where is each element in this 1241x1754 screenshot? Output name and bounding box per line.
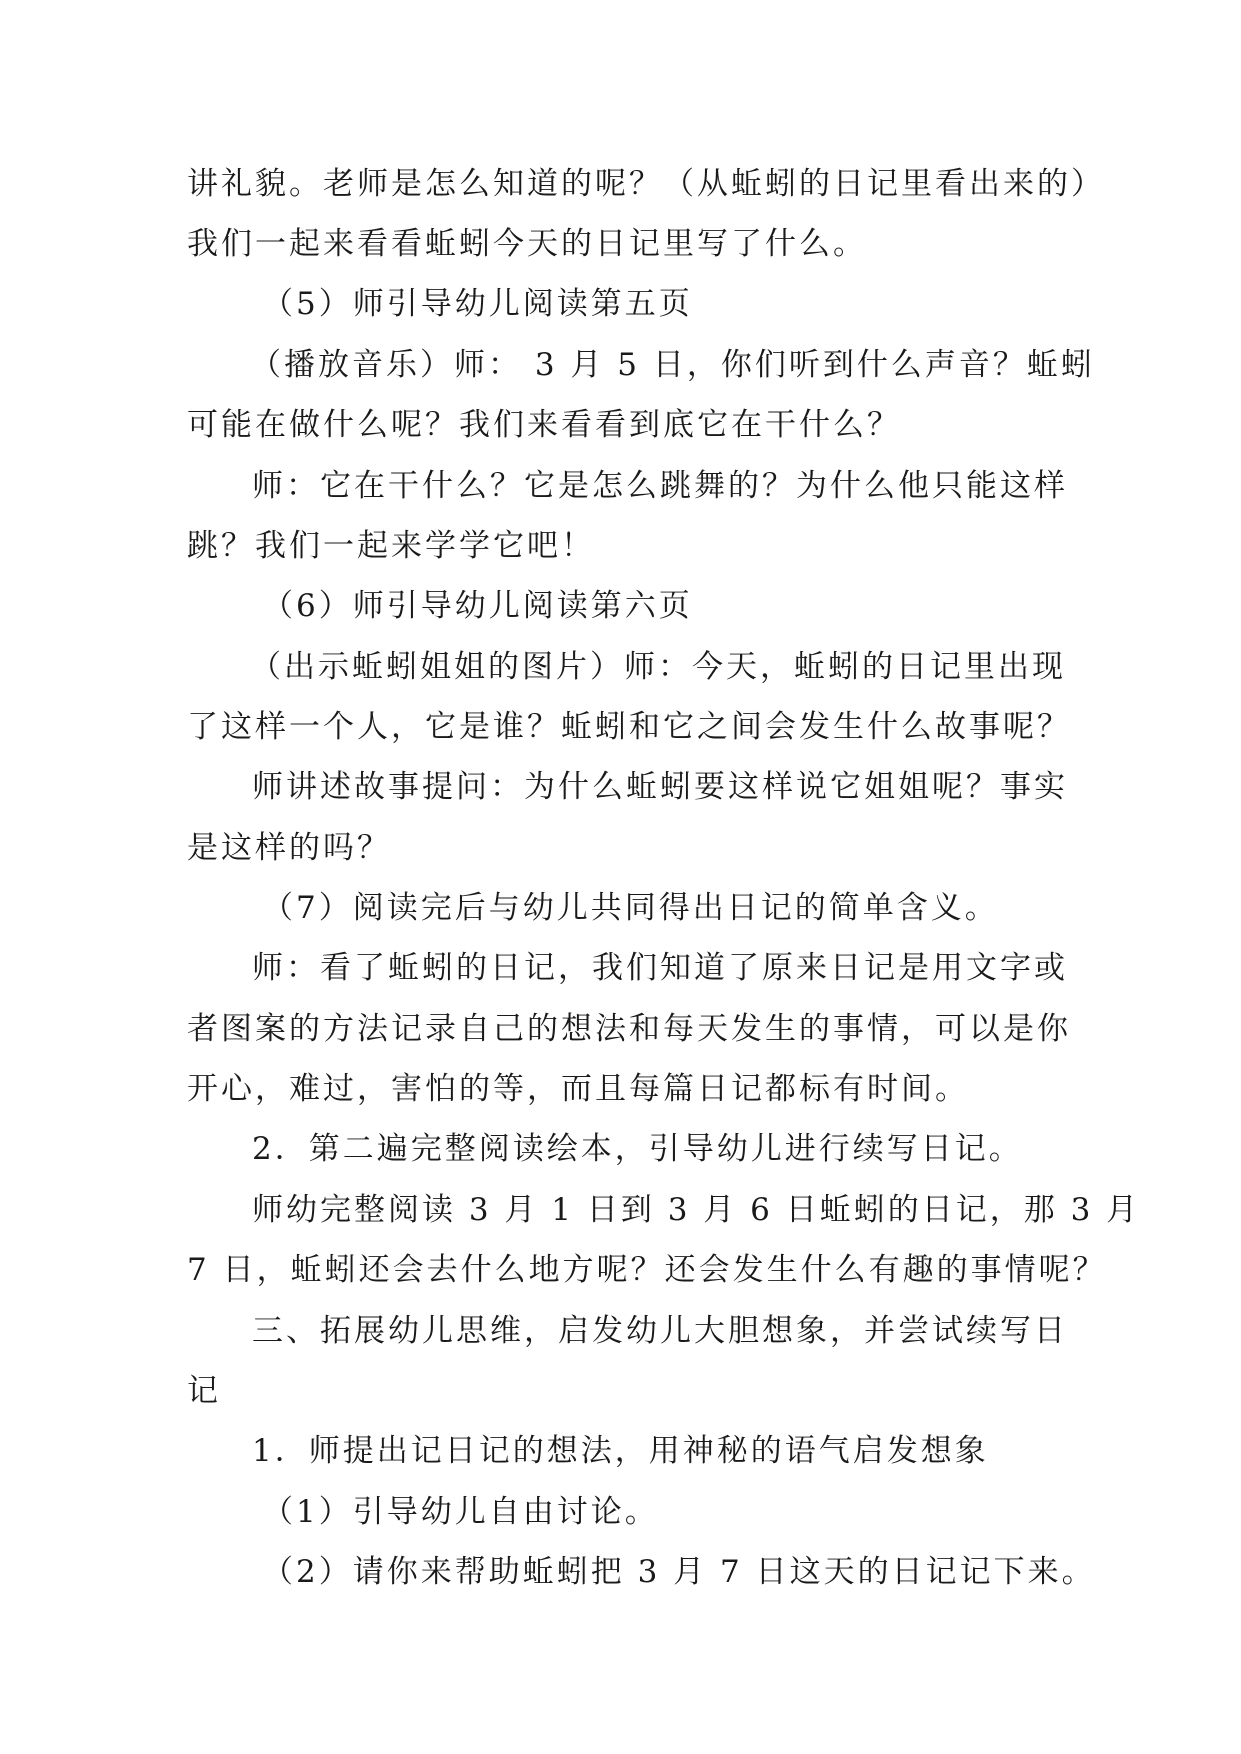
text-line: 记 [187,1373,221,1409]
text-line: （7）阅读完后与幼儿共同得出日记的简单含义。 [262,890,999,926]
text-line: （2）请你来帮助蚯蚓把 3 月 7 日这天的日记记下来。 [262,1554,1096,1590]
text-line: 开心，难过，害怕的等，而且每篇日记都标有时间。 [187,1071,969,1107]
text-line: 我们一起来看看蚯蚓今天的日记里写了什么。 [187,226,867,262]
text-line: （6）师引导幼儿阅读第六页 [262,588,693,624]
text-line: （1）引导幼儿自由讨论。 [262,1494,659,1530]
text-line: 了这样一个人，它是谁？蚯蚓和它之间会发生什么故事呢？ [187,709,1071,745]
text-line: 讲礼貌。老师是怎么知道的呢？（从蚯蚓的日记里看出来的） [187,166,1105,202]
text-line: 跳？我们一起来学学它吧！ [187,528,595,564]
text-line: （播放音乐）师： 3 月 5 日，你们听到什么声音？蚯蚓 [250,347,1095,383]
text-line: 师：看了蚯蚓的日记，我们知道了原来日记是用文字或 [252,950,1068,986]
text-line: 2．第二遍完整阅读绘本，引导幼儿进行续写日记。 [252,1131,1023,1167]
text-line: 师幼完整阅读 3 月 1 日到 3 月 6 日蚯蚓的日记，那 3 月 [252,1192,1141,1228]
text-line: 1．师提出记日记的想法，用神秘的语气启发想象 [252,1433,989,1469]
text-line: 师：它在干什么？它是怎么跳舞的？为什么他只能这样 [252,468,1068,504]
text-line: （5）师引导幼儿阅读第五页 [262,286,693,322]
text-line: 师讲述故事提问：为什么蚯蚓要这样说它姐姐呢？事实 [252,769,1068,805]
text-line: 可能在做什么呢？我们来看看到底它在干什么？ [187,407,901,443]
text-line: 是这样的吗？ [187,830,391,866]
text-line: 者图案的方法记录自己的想法和每天发生的事情，可以是你 [187,1011,1071,1047]
text-line: （出示蚯蚓姐姐的图片）师：今天，蚯蚓的日记里出现 [250,649,1066,685]
text-line: 三、拓展幼儿思维，启发幼儿大胆想象，并尝试续写日 [252,1313,1068,1349]
text-line: 7 日，蚯蚓还会去什么地方呢？还会发生什么有趣的事情呢？ [187,1252,1107,1288]
